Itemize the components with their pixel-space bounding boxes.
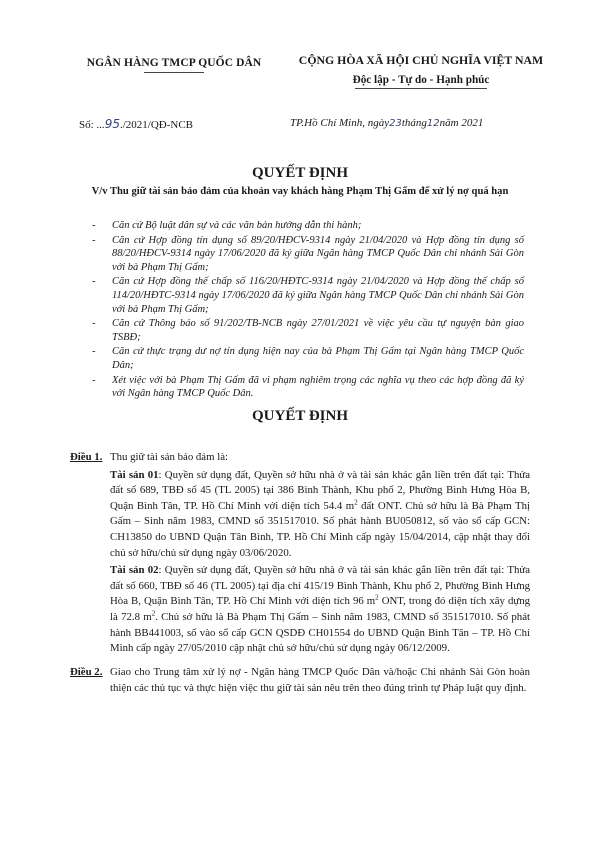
article-1	[70, 450, 530, 657]
asset-02: Tài sản 02: Quyền sử dụng đất, Quyền sở hữu nhà ở và tài sản khác gắn liền trên đất tại: Thửa đất số 660, TBĐ số 46 (TL 2005) tại địa chỉ 415/19 Bình Thành, Khu phố 2, Phường Bình Hưng Hòa B, Quận Bình Tân, TP. Hồ Chí Minh với diện tích 96 $m^2$ ONT, trong đó diện tích xây dựng là 72.8 $m^2$. Chủ sở hữu là Bà Phạm Thị Gấm – Sinh năm 1983, CMND số 351517010. Số phát hành BB441003, số vào sổ cấp GCN QSDĐ CH01554 do UBND Quận Bình Tân – TP. Hồ Chí Minh cấp ngày 27/05/2010 cập nhật chủ sở hữu/chủ sử dụng ngày 06/12/2009.	[110, 564, 531, 655]
decision-number	[79, 117, 193, 131]
article-2-text: Giao cho Trung tâm xử lý nợ - Ngân hàng TMCP Quốc Dân và/hoặc Chi nhánh Sài Gòn hoàn thiện các thủ tục và thực hiện việc thu giữ tài sản nêu trên theo đúng trình tự Pháp luật quy định.	[110, 666, 530, 694]
place-prefix: TP.Hồ Chí Minh, ngày	[290, 117, 390, 129]
decision-number-handwritten: 95	[104, 117, 120, 131]
month-word: tháng	[401, 117, 427, 129]
asset-01: Tài sản 01: Quyền sử dụng đất, Quyền sở hữu nhà ở và tài sản khác gắn liền trên đất tại: Thửa đất số 689, TBĐ số 45 (TL 2005) tại 386 Bình Thành, Khu phố 2, Phường Bình Hưng Hòa B, Quận Bình Tân, TP. Hồ Chí Minh với diện tích 54.4 $m^2$ đất ONT. Chủ sở hữu là Bà Phạm Thị Gấm – Sinh năm 1983, CMND số 351517010. Số phát hành BU050812, số vào sổ cấp GCN: CH13850 do UBND Quận Tân Bình, TP. Hồ Chí Minh cấp ngày 15/04/2014, cập nhật thay đổi chủ sở hữu/chủ sử dụng ngày 03/06/2020.	[110, 468, 530, 559]
legal-basis-item: - Căn cứ Hợp đồng tín dụng số 89/20/HĐCV-9314 ngày 21/04/2020 và Hợp đồng tín dụng số 88/20/HĐCV-9314 ngày 17/06/2020 đã ký giữa Ngân hàng TMCP Quốc Dân chi nhánh Sài Gòn với bà Phạm Thị Gấm;	[92, 234, 524, 273]
issuer-block	[64, 57, 284, 73]
legal-basis-item: - Xét việc với bà Phạm Thị Gấm đã vi phạm nghiêm trọng các nghĩa vụ theo các hợp đồng đã ký với Ngân hàng TMCP Quốc Dân.	[92, 374, 524, 400]
decision-number-prefix: Số: ...	[79, 119, 105, 131]
article-1-label: Điều 1.	[70, 451, 103, 463]
asset-01-label: Tài sản 01	[110, 468, 159, 481]
document-title: QUYẾT ĐỊNH	[252, 165, 348, 181]
legal-basis-item: - Căn cứ Hợp đồng thế chấp số 116/20/HĐTC-9314 ngày 21/04/2020 và Hợp đồng thế chấp số 114/20/HĐTC-9314 ngày 17/06/2020 đã ký giữa Ngân hàng TMCP Quốc Dân chi nhánh Sài Gòn với bà Phạm Thị Gấm;	[92, 276, 524, 315]
day-handwritten: 23	[389, 118, 402, 129]
article-2	[70, 665, 530, 696]
asset-02-label: Tài sản 02	[110, 564, 159, 577]
legal-bases	[92, 219, 524, 402]
decision-number-suffix: ./2021/QĐ-NCB	[119, 119, 193, 131]
motto: Độc lập - Tự do - Hạnh phúc	[352, 74, 490, 86]
motto-underline	[355, 88, 487, 89]
year-text: năm 2021	[439, 117, 484, 129]
legal-basis-item: - Căn cứ Bộ luật dân sự và các văn bản hướng dẫn thi hành;	[92, 220, 362, 231]
bank-name: NGÂN HÀNG TMCP QUỐC DÂN	[86, 57, 262, 69]
document-subtitle: V/v Thu giữ tài sản bảo đảm của khoản vay khách hàng Phạm Thị Gấm để xử lý nợ quá hạn	[91, 186, 509, 197]
bank-name-underline	[144, 72, 204, 73]
country-name: CỘNG HÒA XÃ HỘI CHỦ NGHĨA VIỆT NAM	[298, 53, 544, 67]
place-and-date	[290, 117, 483, 129]
decision-heading: QUYẾT ĐỊNH	[252, 408, 348, 424]
month-handwritten: 12	[426, 118, 440, 129]
national-header	[296, 53, 546, 89]
article-2-label: Điều 2.	[70, 666, 103, 678]
article-1-intro: Thu giữ tài sản bảo đảm là:	[110, 451, 228, 463]
legal-basis-item: - Căn cứ Thông báo số 91/202/TB-NCB ngày 27/01/2021 về việc yêu cầu tự nguyện bàn giao TSBĐ;	[92, 318, 524, 343]
legal-basis-item: - Căn cứ thực trạng dư nợ tín dụng hiện nay của bà Phạm Thị Gấm tại Ngân hàng TMCP Quốc Dân;	[92, 346, 524, 371]
